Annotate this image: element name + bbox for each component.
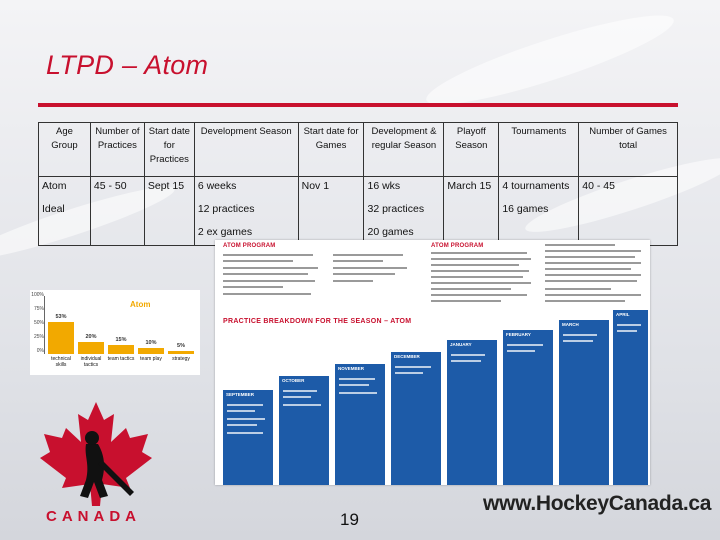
text-line — [431, 282, 531, 284]
text-line — [223, 260, 293, 262]
bar-value-label: 10% — [145, 340, 157, 346]
table-cell: 40 - 45 — [579, 177, 678, 200]
text-line — [545, 280, 637, 282]
logo-wordmark: CANADA — [46, 508, 141, 525]
text-line — [545, 294, 641, 296]
table-cell — [298, 200, 364, 223]
axis-tick-label: 75% — [33, 306, 44, 312]
table-cell: 32 practices — [364, 200, 444, 223]
slide-title: LTPD – Atom — [46, 50, 209, 80]
axis-tick-label: 0% — [36, 348, 44, 354]
text-line — [227, 418, 265, 420]
header-number-of-games: Number of Games total — [579, 123, 678, 177]
chart-title: Atom — [130, 300, 151, 309]
text-line — [223, 293, 311, 295]
program-heading-right: ATOM PROGRAM — [431, 243, 484, 249]
month-label: NOVEMBER — [338, 366, 365, 371]
month-block-january — [447, 340, 497, 485]
chart-bar — [78, 342, 104, 354]
month-label: FEBRUARY — [506, 332, 531, 337]
table-cell: 6 weeks — [194, 177, 298, 200]
text-line — [333, 280, 373, 282]
axis-tick-label: 50% — [33, 320, 44, 326]
text-line — [333, 260, 383, 262]
table-row — [39, 177, 678, 200]
hockey-canada-logo — [26, 400, 166, 530]
month-label: APRIL — [616, 312, 630, 317]
month-label: DECEMBER — [394, 354, 420, 359]
bar-category-label: individual tactics — [80, 356, 102, 368]
table-cell: 16 games — [499, 200, 579, 223]
bar-category-label: technical skills — [51, 356, 71, 368]
month-block-december — [391, 352, 441, 485]
table-cell: 2 ex games — [194, 223, 298, 246]
text-line — [545, 250, 641, 252]
table-cell: 45 - 50 — [90, 177, 144, 200]
bar-category-label: team play — [140, 356, 162, 362]
table-cell — [144, 200, 194, 223]
text-line — [333, 254, 403, 256]
chart-bar — [108, 345, 134, 354]
month-block-february — [503, 330, 553, 485]
text-line — [227, 424, 257, 426]
table-cell — [144, 223, 194, 246]
month-label: SEPTEMBER — [226, 392, 255, 397]
text-line — [431, 258, 531, 260]
text-line — [223, 286, 283, 288]
month-block-september — [223, 390, 273, 485]
header-age-group: Age Group — [39, 123, 91, 177]
text-line — [563, 340, 593, 342]
bar-value-label: 5% — [177, 343, 185, 349]
season-plan-table — [38, 122, 678, 246]
text-line — [545, 268, 631, 270]
text-line — [617, 330, 637, 332]
text-line — [451, 360, 481, 362]
text-line — [223, 267, 318, 269]
table-cell — [90, 200, 144, 223]
table-cell: 12 practices — [194, 200, 298, 223]
table-cell: Nov 1 — [298, 177, 364, 200]
text-line — [563, 334, 597, 336]
text-line — [431, 264, 519, 266]
table-cell — [579, 200, 678, 223]
text-line — [223, 273, 308, 275]
header-start-date-games: Start date for Games — [298, 123, 364, 177]
text-line — [283, 404, 321, 406]
header-tournaments: Tournaments — [499, 123, 579, 177]
table-cell — [39, 223, 91, 246]
header-regular-season: Development & regular Season — [364, 123, 444, 177]
bar-value-label: 53% — [55, 314, 67, 320]
chart-bar — [48, 322, 74, 354]
text-line — [333, 273, 395, 275]
table-cell: 20 games — [364, 223, 444, 246]
text-line — [339, 378, 375, 380]
month-block-october — [279, 376, 329, 485]
table-cell: Sept 15 — [144, 177, 194, 200]
training-split-chart — [30, 290, 200, 375]
text-line — [283, 390, 317, 392]
bar-category-label: team tactics — [107, 356, 135, 362]
title-divider — [38, 103, 678, 107]
text-line — [227, 410, 255, 412]
table-cell — [444, 200, 499, 223]
chart-bar — [168, 351, 194, 354]
header-development-season: Development Season — [194, 123, 298, 177]
text-line — [431, 300, 501, 302]
atom-program-document — [215, 240, 650, 485]
text-line — [545, 300, 625, 302]
month-label: MARCH — [562, 322, 579, 327]
table-row — [39, 200, 678, 223]
text-line — [339, 384, 369, 386]
text-line — [545, 288, 611, 290]
bar-value-label: 20% — [85, 334, 97, 340]
month-label: JANUARY — [450, 342, 472, 347]
page-number: 19 — [340, 510, 359, 529]
practice-breakdown-title: PRACTICE BREAKDOWN FOR THE SEASON – ATOM — [223, 318, 412, 325]
table-cell: March 15 — [444, 177, 499, 200]
text-line — [545, 256, 635, 258]
header-number-of-practices: Number of Practices — [90, 123, 144, 177]
text-line — [431, 294, 527, 296]
text-line — [227, 432, 263, 434]
text-line — [431, 252, 527, 254]
text-line — [395, 366, 431, 368]
text-line — [283, 396, 311, 398]
month-block-march — [559, 320, 609, 485]
text-line — [223, 280, 315, 282]
month-block-april — [613, 310, 648, 485]
program-heading-left: ATOM PROGRAM — [223, 243, 276, 249]
text-line — [507, 350, 535, 352]
text-line — [431, 288, 511, 290]
table-header-row — [39, 123, 678, 177]
text-line — [395, 372, 423, 374]
text-line — [507, 344, 543, 346]
text-line — [227, 404, 263, 406]
bar-value-label: 15% — [115, 337, 127, 343]
text-line — [451, 354, 485, 356]
bar-category-label: strategy — [172, 356, 190, 362]
text-line — [223, 254, 313, 256]
month-label: OCTOBER — [282, 378, 305, 383]
table-cell — [90, 223, 144, 246]
text-line — [431, 270, 529, 272]
axis-tick-label: 25% — [33, 334, 44, 340]
table-cell: Atom — [39, 177, 91, 200]
header-playoff-season: Playoff Season — [444, 123, 499, 177]
text-line — [339, 392, 377, 394]
chart-axis — [44, 296, 45, 354]
website-url[interactable]: www.HockeyCanada.ca — [483, 492, 712, 515]
axis-tick-label: 100% — [31, 292, 44, 298]
text-line — [431, 276, 523, 278]
month-block-november — [335, 364, 385, 485]
text-line — [545, 262, 641, 264]
text-line — [333, 267, 407, 269]
maple-leaf-icon — [26, 400, 166, 510]
table-cell: Ideal — [39, 200, 91, 223]
text-line — [545, 244, 615, 246]
header-start-date-practices: Start date for Practices — [144, 123, 194, 177]
text-line — [545, 274, 641, 276]
background-texture — [420, 1, 680, 119]
table-cell: 16 wks — [364, 177, 444, 200]
chart-bar — [138, 348, 164, 354]
table-cell: 4 tournaments — [499, 177, 579, 200]
text-line — [617, 324, 641, 326]
